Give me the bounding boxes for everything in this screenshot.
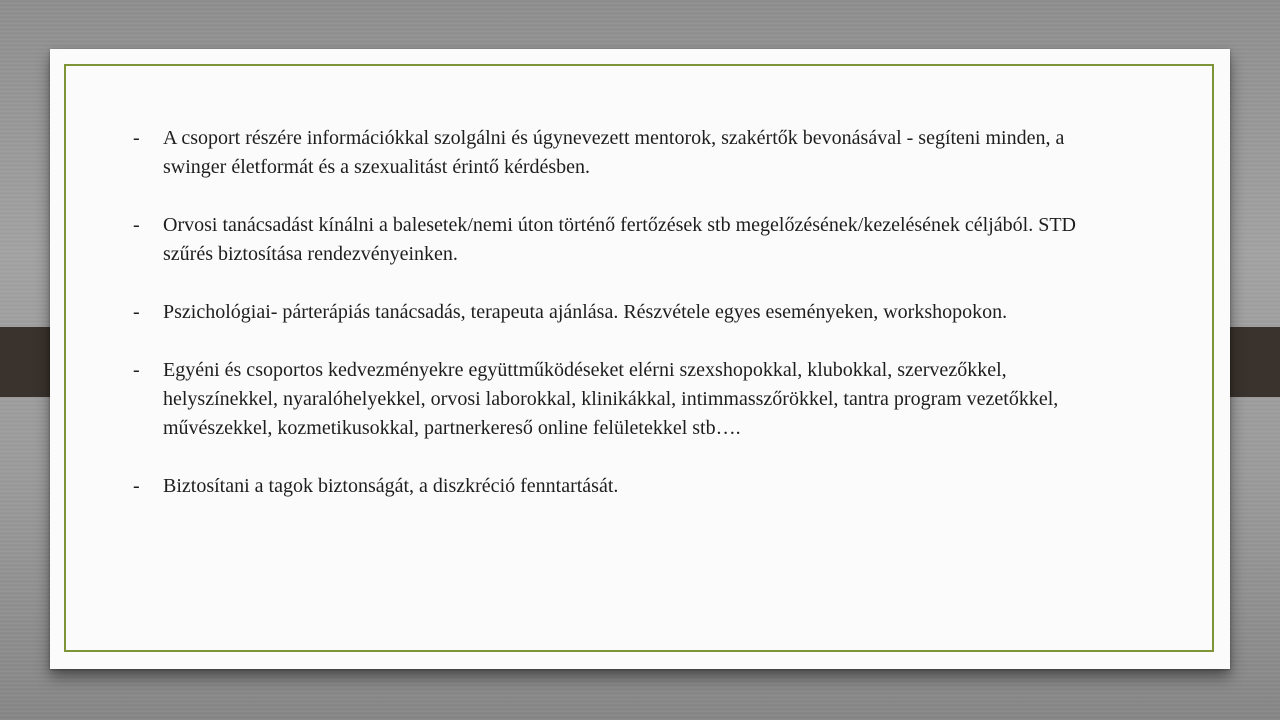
bullet-item-mentoring bbox=[133, 124, 1123, 182]
bullet-marker: - bbox=[133, 359, 140, 381]
bullet-text: Biztosítani a tagok biztonságát, a diszkréció fenntartását. bbox=[163, 475, 619, 497]
bullet-item-discounts bbox=[133, 356, 1123, 443]
bullet-item-medical-advice bbox=[133, 211, 1123, 269]
bullet-text: Pszichológiai- párterápiás tanácsadás, terapeuta ajánlása. Részvétele egyes eseményeken, workshopokon. bbox=[163, 301, 1008, 323]
bullet-marker: - bbox=[133, 301, 140, 323]
bullet-text: Egyéni és csoportos kedvezményekre együttműködéseket elérni szexshopokkal, klubokkal, szervezőkkel, helyszínekkel, nyaralóhelyekkel, orvosi laborokkal, klinikákkal, intimmasszőrökkel, tantra program vezetőkkel, művészekkel, kozmetikusokkal, partnerkereső online felületekkel stb…. bbox=[163, 359, 1059, 439]
bullet-list bbox=[133, 124, 1123, 530]
bullet-item-psychology bbox=[133, 298, 1123, 327]
bullet-text: A csoport részére információkkal szolgálni és úgynevezett mentorok, szakértők bevonásával - segíteni minden, a swinger életformát és a szexualitást érintő kérdésben. bbox=[163, 127, 1065, 178]
bullet-text: Orvosi tanácsadást kínálni a balesetek/nemi úton történő fertőzések stb megelőzésének/kezelésének céljából. STD szűrés biztosítása rendezvényeinken. bbox=[163, 214, 1076, 265]
bullet-marker: - bbox=[133, 127, 140, 149]
slide-card bbox=[50, 49, 1230, 669]
bullet-marker: - bbox=[133, 475, 140, 497]
bullet-item-security bbox=[133, 472, 1123, 501]
bullet-marker: - bbox=[133, 214, 140, 236]
